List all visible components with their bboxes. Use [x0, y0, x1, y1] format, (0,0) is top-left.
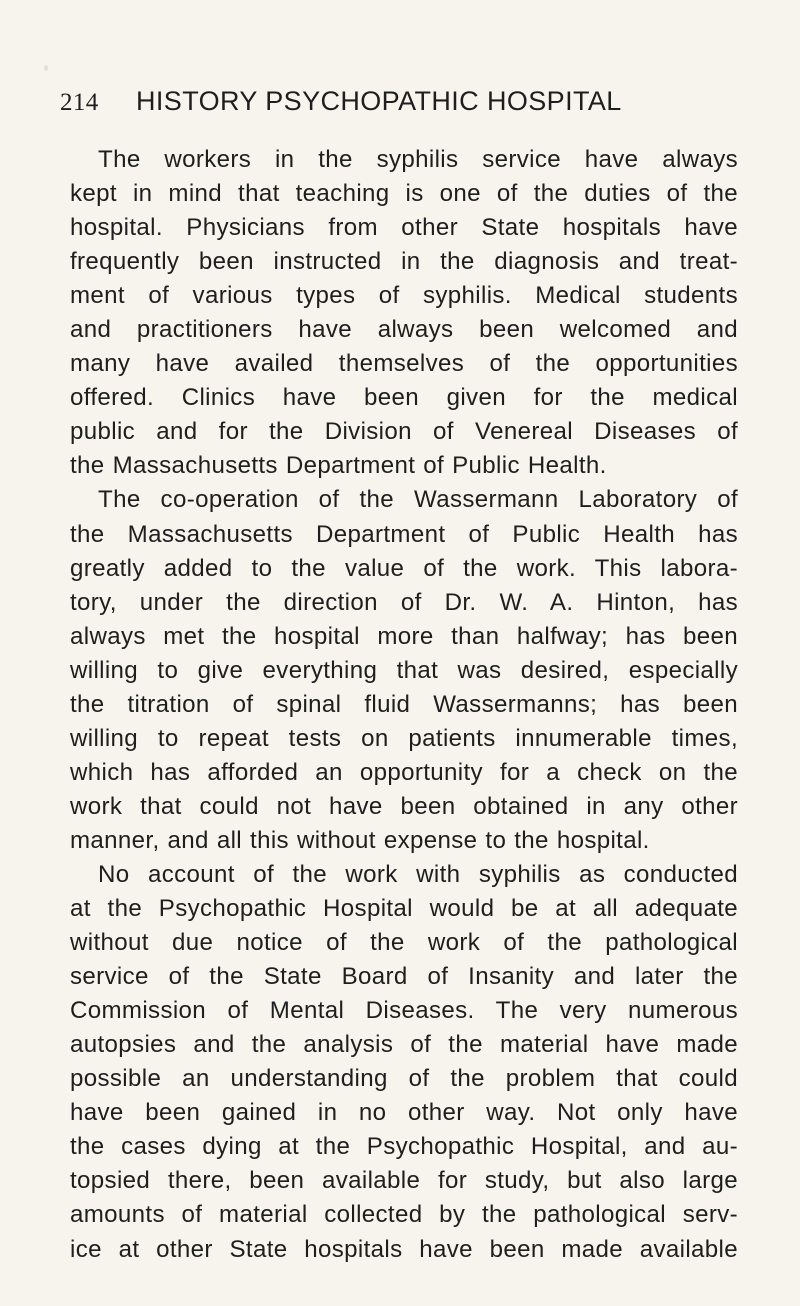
text-line: many have availed themselves of the opportunities: [70, 350, 738, 378]
body-text: [70, 143, 738, 1267]
text-line: willing to give everything that was desired, especially: [70, 656, 738, 684]
text-line: without due notice of the work of the pathological: [70, 929, 738, 957]
text-line: topsied there, been available for study, but also large: [70, 1167, 738, 1195]
text-line: offered. Clinics have been given for the medical: [70, 384, 738, 412]
text-line: at the Psychopathic Hospital would be at all adequate: [70, 895, 738, 923]
text-line: kept in mind that teaching is one of the duties of the: [70, 180, 738, 208]
text-line: service of the State Board of Insanity and later the: [70, 963, 738, 991]
text-line: hospital. Physicians from other State hospitals have: [70, 214, 738, 242]
text-line: have been gained in no other way. Not only have: [70, 1099, 738, 1127]
running-head: [60, 86, 750, 124]
paper-speck: [44, 65, 48, 71]
text-line: the Massachusetts Department of Public Health.: [70, 452, 607, 480]
text-line: ment of various types of syphilis. Medical students: [70, 282, 738, 310]
running-title: HISTORY PSYCHOPATHIC HOSPITAL: [136, 86, 622, 116]
text-line: the Massachusetts Department of Public Health has: [70, 520, 738, 548]
text-line: the titration of spinal fluid Wassermanns; has been: [70, 690, 738, 718]
text-line: No account of the work with syphilis as conducted: [98, 860, 738, 888]
text-line: ice at other State hospitals have been made available: [70, 1235, 738, 1263]
text-line: manner, and all this without expense to the hospital.: [70, 826, 650, 854]
text-line: Commission of Mental Diseases. The very numerous: [70, 997, 738, 1025]
text-line: public and for the Division of Venereal Diseases of: [70, 418, 738, 446]
text-line: possible an understanding of the problem that could: [70, 1065, 738, 1093]
text-line: The co-operation of the Wassermann Laboratory of: [98, 486, 738, 514]
text-line: autopsies and the analysis of the material have made: [70, 1031, 738, 1059]
text-line: always met the hospital more than halfway; has been: [70, 622, 738, 650]
page-number: 214: [60, 89, 99, 116]
text-line: The workers in the syphilis service have always: [98, 146, 738, 173]
text-line: amounts of material collected by the pathological serv-: [70, 1201, 738, 1229]
text-line: greatly added to the value of the work. This labora-: [70, 554, 738, 582]
text-line: which has afforded an opportunity for a check on the: [70, 758, 738, 786]
text-line: tory, under the direction of Dr. W. A. Hinton, has: [70, 588, 738, 616]
text-line: willing to repeat tests on patients innumerable times,: [70, 724, 738, 752]
text-line: the cases dying at the Psychopathic Hospital, and au-: [70, 1133, 738, 1161]
text-line: work that could not have been obtained in any other: [70, 792, 738, 820]
text-line: frequently been instructed in the diagnosis and treat-: [70, 248, 738, 276]
text-line: and practitioners have always been welcomed and: [70, 316, 738, 344]
